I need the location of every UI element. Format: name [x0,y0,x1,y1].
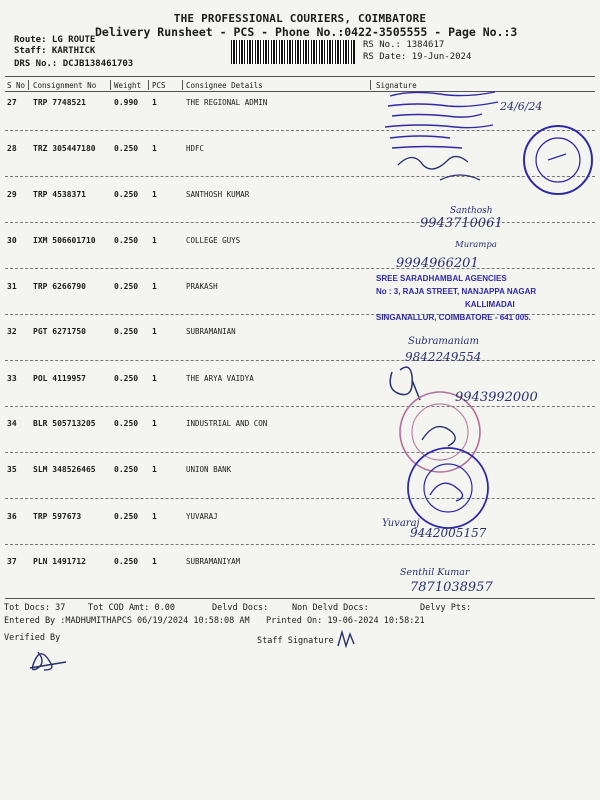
stamp-agency-line: No : 3, RAJA STREET, NANJAPPA NAGAR [376,287,537,296]
rs-number: RS No.: 1384617 [363,40,445,50]
runsheet-subtitle: Delivery Runsheet - PCS - Phone No.:0422-3505555 - Page No.:3 [95,25,518,39]
row-pcs: 1 [152,282,157,291]
row-pcs: 1 [152,190,157,199]
row-pcs: 1 [152,512,157,521]
delivered-docs: Delvd Docs: [212,603,269,613]
hand-name: Yuvaraj [382,518,420,529]
row-consignment: PGT 6271750 [33,327,86,336]
row-consignee: UNION BANK [186,465,232,474]
row-sno: 29 [7,190,17,199]
hand-phone: 9994966201 [396,256,479,271]
verified-by-label: Verified By [4,633,61,643]
row-pcs: 1 [152,374,157,383]
stamp-agency-line: KALLIMADAI [465,300,515,309]
row-consignment: SLM 348526465 [33,465,96,474]
hand-name: Santhosh [450,206,493,216]
hand-date: 24/6/24 [500,100,543,113]
row-weight: 0.250 [114,190,139,199]
staff-signature-mark [338,632,354,646]
row-weight: 0.250 [114,465,139,474]
row-consignee: INDUSTRIAL AND CON [186,419,268,428]
row-pcs: 1 [152,557,157,566]
col-pcs: PCS [152,81,166,90]
col-consignee: Consignee Details [186,81,263,90]
row-weight: 0.250 [114,374,139,383]
route-label: Route: LG ROUTE [14,35,96,45]
row-consignee: PRAKASH [186,282,218,291]
row-weight: 0.250 [114,557,139,566]
hand-phone: 7871038957 [410,580,493,595]
row-consignment: TRP 7748521 [33,98,86,107]
row-sno: 30 [7,236,17,245]
hand-phone: 9943992000 [455,390,538,405]
row-consignment: PLN 1491712 [33,557,86,566]
row-consignee: YUVARAJ [186,512,218,521]
stamp-agency-line: SINGANALLUR, COIMBATORE - 641 005. [376,313,531,322]
row-consignee: THE ARYA VAIDYA [186,374,254,383]
row-pcs: 1 [152,144,157,153]
row-consignment: TRP 4538371 [33,190,86,199]
total-cod: Tot COD Amt: 0.00 [88,603,175,613]
row-weight: 0.250 [114,282,139,291]
hand-phone: 9442005157 [410,526,487,540]
row-weight: 0.990 [114,98,139,107]
non-delivered-docs: Non Delvd Docs: [292,603,369,613]
row-sno: 35 [7,465,17,474]
row-consignee: SANTHOSH KUMAR [186,190,250,199]
row-weight: 0.250 [114,144,139,153]
verified-signature [30,652,66,670]
row-sno: 27 [7,98,17,107]
hand-phone: 9943710061 [420,216,503,231]
hand-name: Subramaniam [408,336,479,347]
row-pcs: 1 [152,465,157,474]
col-signature: Signature [376,81,417,90]
signature-arya [390,367,420,400]
col-sno: S No [7,81,26,90]
row-sno: 32 [7,327,17,336]
row-consignee: SUBRAMANIYAM [186,557,241,566]
row-consignee: THE REGIONAL ADMIN [186,98,268,107]
round-seal [524,126,592,194]
row-sno: 37 [7,557,17,566]
row-consignment: TRP 597673 [33,512,82,521]
col-consignment: Consignment No [33,81,97,90]
rs-date: RS Date: 19-Jun-2024 [363,52,472,62]
hand-name: Murampa [455,240,497,250]
company-title: THE PROFESSIONAL COURIERS, COIMBATORE [173,12,427,25]
signature-hdfc [398,156,480,180]
row-consignment: BLR 505713205 [33,419,96,428]
row-weight: 0.250 [114,327,139,336]
row-sno: 28 [7,144,17,153]
hand-name: Senthil Kumar [400,567,470,578]
row-consignee: COLLEGE GUYS [186,236,241,245]
row-sno: 33 [7,374,17,383]
stamp-union-bank [408,448,488,528]
row-pcs: 1 [152,419,157,428]
stamp-regional-admin [385,92,498,148]
hand-phone: 9842249554 [405,350,482,364]
row-consignment: TRP 6266790 [33,282,86,291]
row-pcs: 1 [152,98,157,107]
staff-label: Staff: KARTHICK [14,46,96,56]
row-sno: 34 [7,419,17,428]
row-sno: 36 [7,512,17,521]
printed-on: Printed On: 19-06-2024 10:58:21 [266,616,425,626]
drs-number: DRS No.: DCJB138461703 [14,59,134,69]
staff-signature-label: Staff Signature [257,636,334,646]
row-weight: 0.250 [114,236,139,245]
row-weight: 0.250 [114,419,139,428]
delivery-points: Delvy Pts: [420,603,472,613]
row-pcs: 1 [152,236,157,245]
stamp-agency-line: SREE SARADHAMBAL AGENCIES [376,274,507,283]
row-consignee: SUBRAMANIAN [186,327,236,336]
row-consignment: IXM 506601710 [33,236,96,245]
row-consignment: POL 4119957 [33,374,86,383]
row-weight: 0.250 [114,512,139,521]
total-docs: Tot Docs: 37 [4,603,66,613]
entered-by: Entered By :MADHUMITHAPCS 06/19/2024 10:58:08 AM [4,616,250,626]
row-pcs: 1 [152,327,157,336]
row-sno: 31 [7,282,17,291]
col-weight: Weight [114,81,142,90]
row-consignment: TRZ 305447180 [33,144,96,153]
row-consignee: HDFC [186,144,205,153]
